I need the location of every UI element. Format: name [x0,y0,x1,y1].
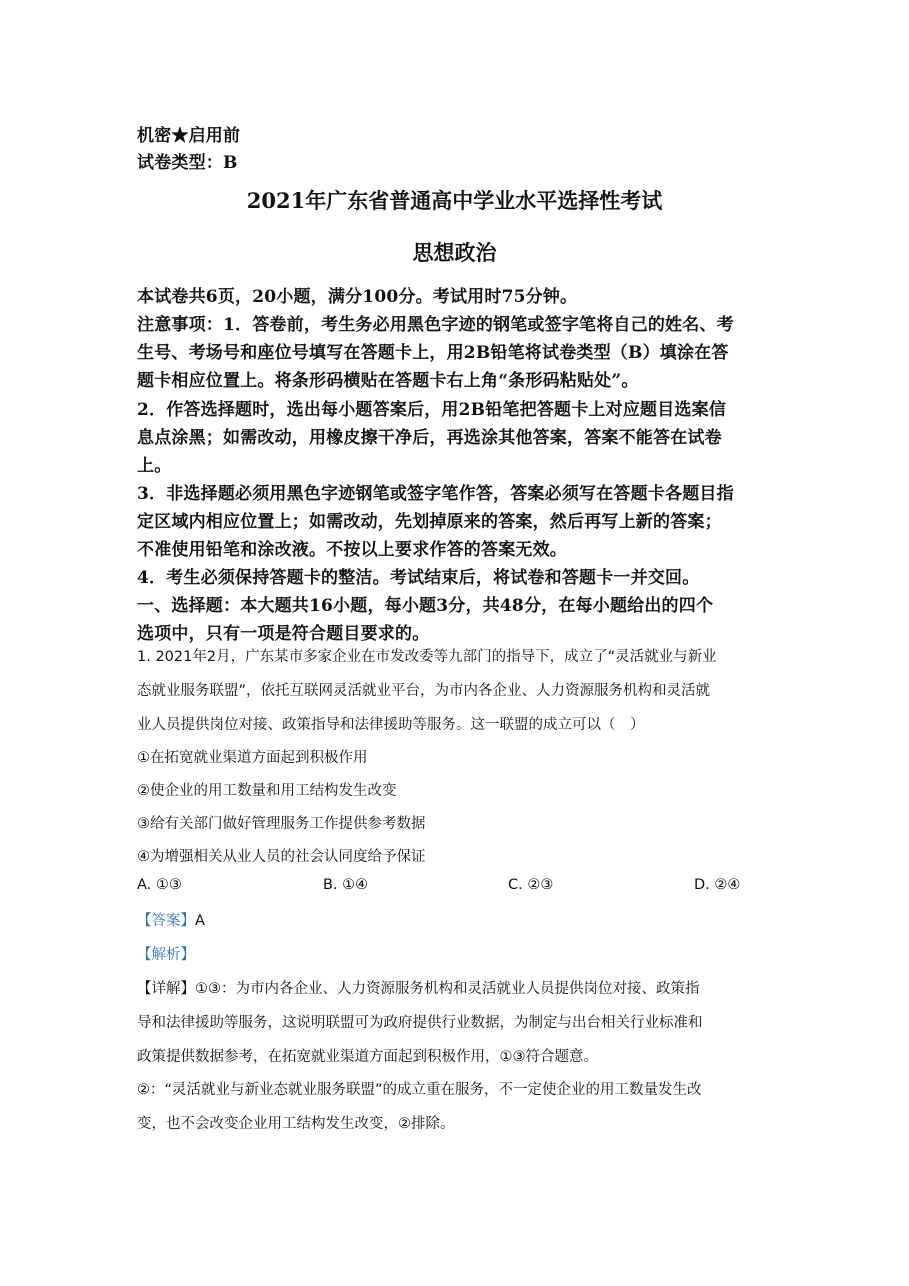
instruction-line: 4．考生必须保持答题卡的整洁。考试结束后，将试卷和答题卡一并交回。 [137,568,700,588]
question-stem: 1. 2021年2月，广东某市多家企业在市发改委等九部门的指导下，成立了“灵活就业与新业 [137,649,717,665]
instruction-line: 注意事项：1．答卷前，考生务必用黑色字迹的钢笔或签字笔将自己的姓名、考 [137,315,734,335]
instruction-line: 2．作答选择题时，选出每小题答案后，用2B铅笔把答题卡上对应题目选案信 [137,400,727,420]
answer-line [137,909,205,930]
confidential-label: 机密★启用前 [137,126,241,146]
option-a: A. ①③ [137,877,182,893]
statement: ①在拓宽就业渠道方面起到积极作用 [137,750,368,766]
option-c: C. ②③ [508,877,554,893]
option-b: B. ①④ [323,877,369,893]
subject-title: 思想政治 [412,240,497,265]
instruction-line: 本试卷共6页，20小题，满分100分。考试用时75分钟。 [137,287,578,307]
question-stem: 业人员提供岗位对接、政策指导和法律援助等服务。这一联盟的成立可以（ ） [137,717,645,733]
instruction-line: 生号、考场号和座位号填写在答题卡上，用2B铅笔将试卷类型（B）填涂在答 [137,343,729,363]
instruction-line: 题卡相应位置上。将条形码横贴在答题卡右上角“条形码粘贴处”。 [137,371,639,391]
instruction-line: 不准使用铅笔和涂改液。不按以上要求作答的答案无效。 [137,540,567,560]
detail-line: 政策提供数据参考，在拓宽就业渠道方面起到积极作用，①③符合题意。 [137,1049,598,1065]
instruction-line: 3．非选择题必须用黑色字迹钢笔或签字笔作答，答案必须写在答题卡各题目指 [137,484,734,504]
statement: ③给有关部门做好管理服务工作提供参考数据 [137,816,426,832]
detail-line: 导和法律援助等服务，这说明联盟可为政府提供行业数据，为制定与出台相关行业标准和 [137,1015,703,1031]
option-d: D. ②④ [694,877,741,893]
analysis-tag: 【解析】 [137,947,195,963]
instruction-line: 息点涂黑；如需改动，用橡皮擦干净后，再选涂其他答案，答案不能答在试卷 [137,428,722,448]
instruction-line: 上。 [137,456,172,476]
section-heading: 选项中，只有一项是符合题目要求的。 [137,624,430,644]
answer-value: A [195,913,205,929]
section-heading: 一、选择题：本大题共16小题，每小题3分，共48分，在每小题给出的四个 [137,596,714,616]
question-stem: 态就业服务联盟”，依托互联网灵活就业平台，为市内各企业、人力资源服务机构和灵活就 [137,683,711,699]
answer-tag: 【答案】 [137,913,195,929]
exam-title: 2021年广东省普通高中学业水平选择性考试 [246,188,663,213]
detail-line: ②：“灵活就业与新业态就业服务联盟”的成立重在服务，不一定使企业的用工数量发生改 [137,1082,702,1098]
detail-line: 变，也不会改变企业用工结构发生改变，②排除。 [137,1116,455,1132]
instruction-line: 定区域内相应位置上；如需改动，先划掉原来的答案，然后再写上新的答案； [137,512,722,532]
statement: ④为增强相关从业人员的社会认同度给予保证 [137,849,426,865]
statement: ②使企业的用工数量和用工结构发生改变 [137,783,397,799]
paper-type-label: 试卷类型：B [137,153,238,173]
detail-line: 【详解】①③：为市内各企业、人力资源服务机构和灵活就业人员提供岗位对接、政策指 [137,981,700,997]
